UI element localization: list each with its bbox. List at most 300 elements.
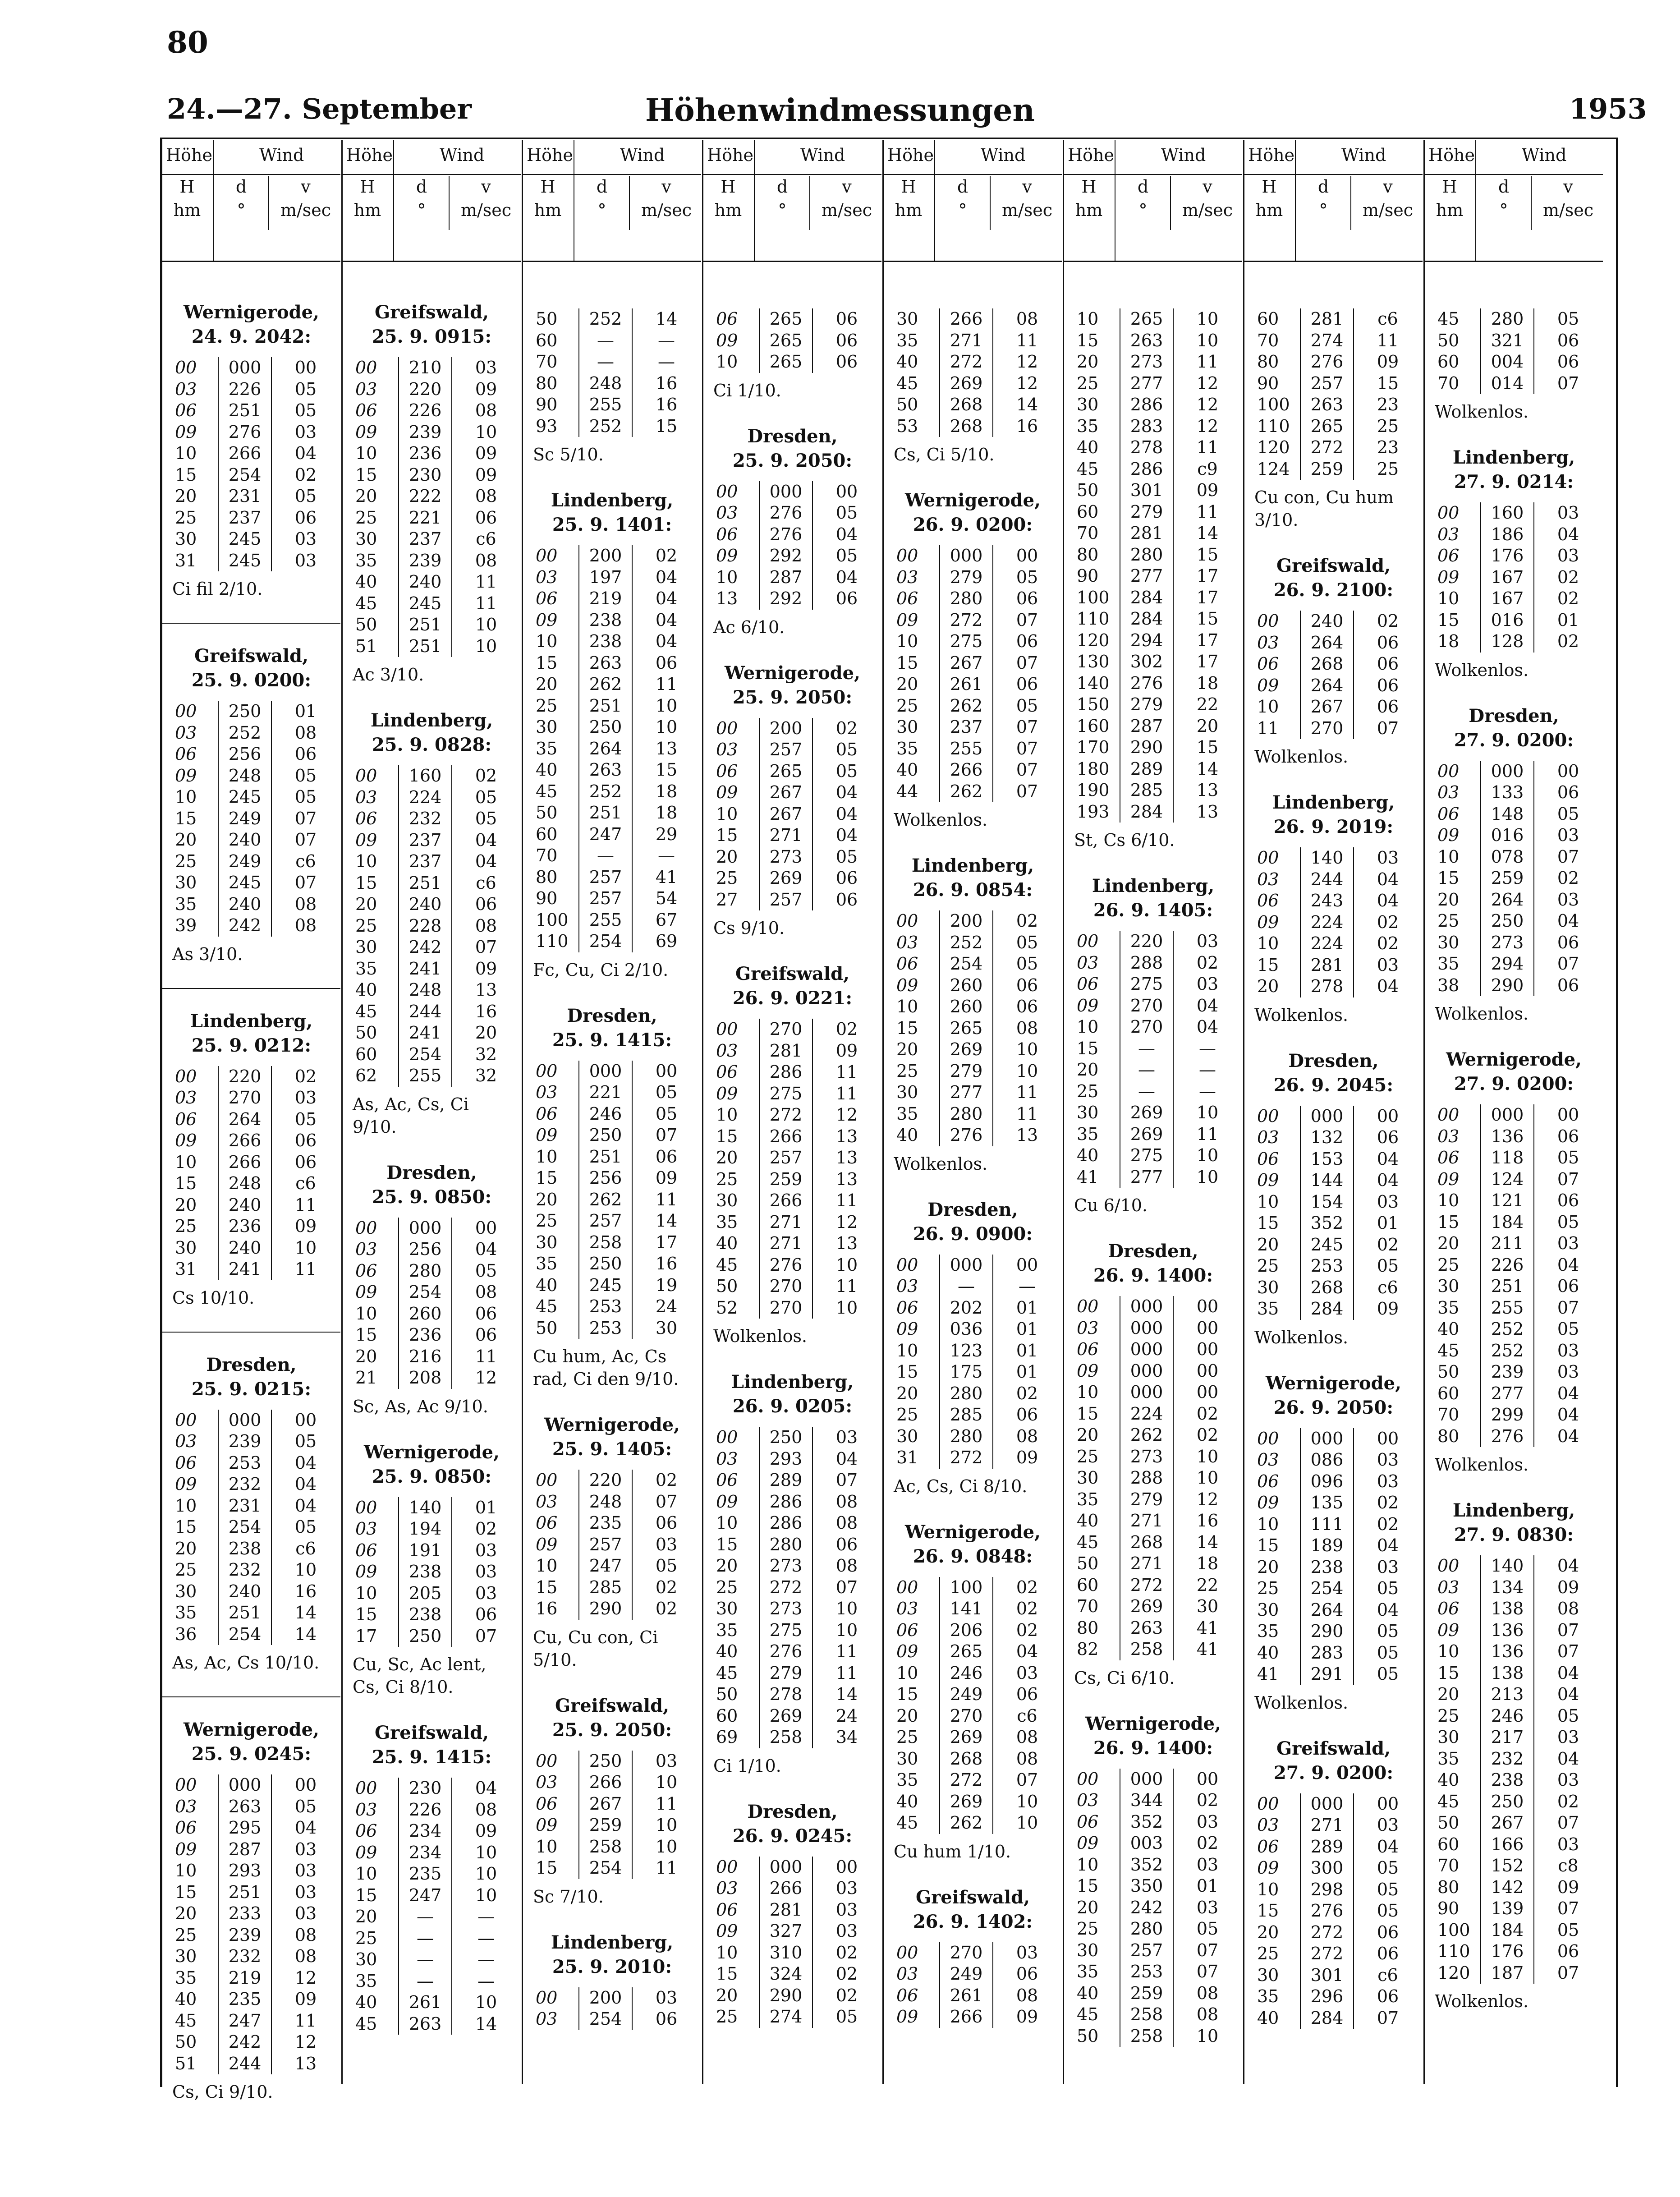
height-cell: 00	[536, 1470, 558, 1490]
direction-cell: 264	[1480, 889, 1534, 911]
data-table	[175, 1410, 340, 1645]
station-name: Dresden,	[567, 1005, 657, 1026]
speed-cell: 00	[1377, 1428, 1399, 1448]
height-cell: 20	[355, 894, 377, 914]
direction-cell: 254	[398, 1282, 452, 1303]
speed-cell: 54	[655, 888, 678, 908]
data-table	[1257, 611, 1423, 739]
ms-label: m/sec	[1362, 200, 1414, 220]
direction-cell: 324	[759, 1963, 813, 1985]
direction-cell: 000	[1120, 1382, 1174, 1403]
cloud-note: Sc, As, Ac 9/10.	[353, 1396, 488, 1416]
speed-cell: 02	[1196, 1425, 1219, 1445]
speed-cell: 06	[1557, 1276, 1579, 1296]
station-block	[1064, 1712, 1242, 2047]
column-header	[1425, 140, 1603, 262]
data-table	[1437, 502, 1603, 653]
speed-cell: 32	[475, 1044, 497, 1064]
height-cell: 09	[355, 1842, 377, 1862]
height-cell: 50	[716, 1276, 738, 1296]
direction-cell: 238	[398, 1604, 452, 1626]
speed-cell: 10	[835, 1255, 858, 1275]
height-cell: 00	[1077, 1769, 1099, 1789]
height-cell: 06	[716, 1899, 738, 1920]
direction-cell: 096	[1300, 1471, 1354, 1493]
cloud-note: Cs 9/10.	[713, 918, 785, 938]
height-cell: 03	[716, 1040, 738, 1061]
speed-cell: 17	[1196, 587, 1219, 607]
speed-cell: 09	[655, 1168, 678, 1188]
height-cell: 09	[1077, 995, 1099, 1016]
speed-cell: 16	[1016, 416, 1038, 436]
height-cell: 45	[1077, 459, 1099, 479]
v-label: v	[481, 177, 491, 197]
cloud-note: Wolkenlos.	[894, 810, 988, 830]
speed-cell: 04	[475, 1239, 497, 1259]
direction-cell: 249	[939, 1684, 993, 1705]
speed-cell: 04	[835, 782, 858, 802]
hoehe-label: Höhe	[1068, 145, 1114, 165]
station-block	[523, 1930, 701, 2030]
height-cell: 00	[1437, 1556, 1460, 1576]
direction-cell: 287	[759, 567, 813, 588]
direction-cell: 230	[398, 464, 452, 486]
height-cell: 03	[1257, 869, 1279, 889]
direction-cell: 136	[1480, 1126, 1534, 1148]
station-time: 26. 9. 0848:	[913, 1545, 1033, 1567]
height-cell: 03	[1257, 1450, 1279, 1470]
direction-cell: 220	[398, 379, 452, 400]
direction-cell: 237	[398, 851, 452, 873]
direction-cell: 148	[1480, 804, 1534, 825]
speed-cell: 00	[655, 1061, 678, 1081]
direction-cell: 266	[759, 1126, 813, 1148]
height-cell: 30	[896, 309, 918, 329]
speed-cell: 17	[1196, 630, 1219, 650]
direction-cell: 100	[939, 1577, 993, 1599]
height-cell: 20	[1257, 1234, 1279, 1255]
speed-cell: c6	[295, 1173, 316, 1193]
speed-cell: 12	[835, 1105, 858, 1125]
height-cell: 30	[1077, 1940, 1099, 1960]
direction-cell: 220	[578, 1470, 633, 1491]
height-cell: 00	[175, 1775, 197, 1795]
speed-cell: 02	[1196, 1790, 1219, 1810]
height-cell: 70	[1257, 330, 1279, 350]
speed-cell: 04	[475, 851, 497, 871]
height-cell: 06	[536, 1793, 558, 1814]
speed-cell: 04	[835, 567, 858, 587]
direction-cell: 263	[578, 653, 633, 674]
speed-cell: 01	[1016, 1340, 1038, 1360]
height-cell: 00	[1077, 1296, 1099, 1316]
speed-cell: 07	[1016, 610, 1038, 630]
cloud-note: Cs, Ci 9/10.	[172, 2082, 273, 2102]
column-body	[343, 262, 521, 2035]
direction-cell: 000	[218, 1774, 272, 1796]
direction-cell: 003	[1120, 1833, 1174, 1854]
speed-cell: 03	[475, 1583, 497, 1603]
height-cell: 30	[175, 1946, 197, 1966]
height-cell: 50	[536, 309, 558, 329]
height-cell: 40	[1437, 1319, 1460, 1339]
speed-cell: 03	[475, 1540, 497, 1560]
height-cell: 31	[896, 1448, 918, 1467]
height-cell: 30	[536, 1232, 558, 1252]
direction-cell: 272	[759, 1577, 813, 1599]
speed-cell: 05	[1557, 1705, 1579, 1726]
header-divider	[1295, 140, 1296, 261]
height-cell: 20	[1437, 889, 1460, 910]
speed-cell: 11	[835, 1663, 858, 1683]
station-name: Wernigerode,	[184, 1719, 319, 1740]
speed-cell: 07	[1557, 373, 1579, 393]
speed-cell: 03	[294, 422, 317, 442]
direction-cell: 000	[218, 1410, 272, 1431]
height-cell: 45	[355, 593, 377, 613]
direction-cell: 266	[218, 1152, 272, 1173]
speed-cell: 05	[1016, 954, 1038, 974]
height-cell: 60	[716, 1705, 738, 1726]
direction-cell: 352	[1300, 1213, 1354, 1234]
d-label: d	[957, 177, 969, 197]
height-cell: 06	[1077, 974, 1099, 994]
speed-cell: 10	[655, 717, 678, 737]
degree-label: °	[1319, 200, 1328, 220]
height-cell: 00	[1257, 1793, 1279, 1814]
direction-cell: 242	[218, 2032, 272, 2053]
cloud-note: Sc 7/10.	[533, 1886, 604, 1907]
direction-cell: 086	[1300, 1449, 1354, 1471]
height-cell: 15	[1257, 955, 1279, 975]
station-time: 26. 9. 0854:	[913, 879, 1033, 901]
direction-cell: 240	[1300, 611, 1354, 632]
speed-cell: 08	[1016, 1727, 1038, 1747]
speed-cell: 07	[1557, 1641, 1579, 1661]
column-8	[1425, 140, 1603, 2035]
speed-cell: 23	[1377, 437, 1399, 457]
height-cell: 50	[1077, 480, 1099, 500]
height-cell: 03	[716, 1448, 738, 1469]
height-cell: 18	[1437, 631, 1460, 651]
station-time: 27. 9. 0830:	[1454, 1524, 1574, 1545]
column-divider	[702, 140, 703, 2084]
station-block	[703, 661, 881, 940]
height-cell: 06	[355, 809, 377, 828]
height-cell: 140	[1077, 673, 1110, 693]
direction-cell: 259	[759, 1169, 813, 1190]
direction-cell: 220	[1120, 931, 1174, 952]
speed-cell: 03	[1557, 1233, 1579, 1253]
speed-cell: 07	[475, 1626, 497, 1646]
height-cell: 35	[1077, 1124, 1099, 1144]
speed-cell: 05	[1557, 1319, 1579, 1339]
direction-cell: 293	[218, 1860, 272, 1882]
speed-cell: 16	[655, 395, 678, 414]
direction-cell: 266	[759, 1878, 813, 1899]
speed-cell: 02	[655, 546, 678, 565]
cloud-note: As, Ac, Cs, Ci 9/10.	[353, 1094, 469, 1137]
direction-cell: 246	[1480, 1705, 1534, 1727]
height-cell: 40	[175, 1989, 197, 2009]
station-block	[703, 1800, 881, 2028]
direction-cell: 275	[1120, 1145, 1174, 1167]
direction-cell: 268	[939, 1748, 993, 1770]
height-cell: 06	[716, 309, 738, 329]
speed-cell: 07	[1196, 1962, 1219, 1981]
data-table	[1257, 1428, 1423, 1685]
direction-cell: 000	[1480, 761, 1534, 782]
speed-cell: 09	[475, 379, 497, 399]
height-cell: 15	[536, 653, 558, 673]
height-cell: 51	[175, 2053, 197, 2073]
direction-cell: 284	[1300, 2008, 1354, 2029]
direction-cell: 277	[1120, 1167, 1174, 1188]
direction-cell: 270	[1120, 1016, 1174, 1038]
height-cell: 10	[355, 1583, 377, 1603]
column-5	[884, 140, 1062, 2050]
speed-cell: 13	[475, 980, 497, 1000]
height-cell: 06	[896, 1985, 918, 2005]
speed-cell: 07	[835, 1577, 858, 1597]
direction-cell: 247	[578, 824, 633, 846]
direction-cell: 276	[759, 1255, 813, 1276]
height-cell: 100	[1437, 1920, 1470, 1940]
speed-cell: 10	[1196, 2026, 1219, 2046]
height-cell: 40	[716, 1233, 738, 1253]
speed-cell: 01	[1016, 1362, 1038, 1382]
direction-cell: 265	[939, 1018, 993, 1039]
direction-cell: 284	[1120, 608, 1174, 630]
direction-cell: 258	[1120, 1639, 1174, 1660]
direction-cell: 290	[1480, 975, 1534, 997]
speed-cell: 03	[294, 1882, 317, 1902]
speed-cell: 05	[1377, 1858, 1399, 1878]
direction-cell: 000	[578, 1061, 633, 1082]
speed-cell: 10	[475, 1992, 497, 2012]
height-cell: 03	[175, 379, 197, 399]
height-cell: 50	[175, 2032, 197, 2052]
speed-cell: 02	[1377, 1514, 1399, 1534]
speed-cell: —	[1199, 1038, 1216, 1058]
height-cell: 09	[716, 330, 738, 350]
height-cell: 03	[716, 1878, 738, 1898]
speed-cell: 11	[835, 1190, 858, 1210]
station-block	[162, 300, 340, 600]
speed-cell: 06	[835, 330, 858, 350]
direction-cell: 230	[398, 1778, 452, 1799]
direction-cell: 292	[759, 545, 813, 567]
direction-cell: 278	[1120, 437, 1174, 459]
station-block	[1425, 1498, 1603, 2013]
speed-cell: 05	[1557, 1920, 1579, 1940]
column-divider	[882, 140, 884, 2084]
direction-cell: 270	[1120, 995, 1174, 1017]
speed-cell: 05	[1557, 309, 1579, 329]
station-block	[343, 1721, 521, 2035]
height-cell: 09	[716, 782, 738, 802]
direction-cell: 252	[1480, 1340, 1534, 1362]
v-label: v	[661, 177, 671, 197]
height-cell: 10	[1257, 1191, 1279, 1212]
height-cell: 03	[355, 1239, 377, 1259]
height-cell: 41	[1077, 1167, 1099, 1187]
d-label: d	[416, 177, 427, 197]
speed-cell: 04	[475, 830, 497, 850]
height-cell: 09	[896, 1319, 918, 1339]
height-cell: 40	[716, 1641, 738, 1661]
direction-cell: 136	[1480, 1641, 1534, 1663]
h-label: H	[1081, 177, 1097, 197]
direction-cell: 240	[218, 1195, 272, 1216]
direction-cell: 276	[759, 524, 813, 546]
height-cell: 15	[1437, 1663, 1460, 1683]
direction-cell: 267	[1480, 1812, 1534, 1834]
height-cell: 30	[175, 529, 197, 549]
speed-cell: 04	[1377, 1149, 1399, 1169]
height-cell: 10	[175, 787, 197, 807]
speed-cell: 00	[1016, 1255, 1038, 1275]
station-block	[1244, 1049, 1423, 1349]
speed-cell: 06	[1016, 975, 1038, 995]
direction-cell: 269	[1120, 1102, 1174, 1124]
speed-cell: 03	[1557, 1340, 1579, 1360]
height-cell: 06	[355, 1821, 377, 1841]
station-block	[523, 488, 701, 981]
height-cell: 15	[716, 825, 738, 845]
direction-cell: 273	[1480, 932, 1534, 954]
direction-cell: 263	[1120, 330, 1174, 352]
direction-cell: 327	[759, 1921, 813, 1942]
speed-cell: 05	[1557, 1212, 1579, 1232]
speed-cell: 01	[294, 701, 317, 721]
height-cell: 110	[1437, 1941, 1470, 1961]
speed-cell: 04	[1377, 1836, 1399, 1857]
data-table	[1257, 1106, 1423, 1320]
speed-cell: 06	[1016, 588, 1038, 608]
direction-cell: 264	[1300, 632, 1354, 654]
direction-cell: 222	[398, 486, 452, 507]
station-name: Dresden,	[927, 1199, 1018, 1220]
direction-cell: 258	[1120, 2004, 1174, 2026]
direction-cell: 279	[1120, 1489, 1174, 1511]
direction-cell: 281	[759, 1040, 813, 1062]
speed-cell: 07	[1196, 1940, 1219, 1960]
height-cell: 45	[716, 1663, 738, 1683]
direction-cell: 219	[218, 1967, 272, 1989]
speed-cell: 10	[1016, 1813, 1038, 1833]
height-cell: 40	[1257, 2008, 1279, 2028]
station-block	[1244, 1737, 1423, 2029]
speed-cell: 11	[1016, 330, 1038, 350]
direction-cell: 276	[1120, 673, 1174, 694]
height-cell: 20	[716, 846, 738, 867]
height-cell: 40	[1257, 1642, 1279, 1663]
height-cell: 20	[1077, 1897, 1099, 1917]
column-3	[523, 140, 701, 2053]
speed-cell: 05	[294, 787, 317, 807]
height-cell: 25	[355, 915, 377, 936]
height-cell: 00	[716, 481, 738, 501]
speed-cell: 11	[655, 674, 678, 694]
speed-cell: 20	[475, 1023, 497, 1043]
speed-cell: 08	[1016, 309, 1038, 329]
speed-cell: 02	[655, 1577, 678, 1597]
speed-cell: c8	[1558, 1856, 1579, 1875]
hoehe-label: Höhe	[346, 145, 393, 165]
station-name: Wernigerode,	[544, 1414, 680, 1435]
height-cell: 06	[896, 954, 918, 974]
speed-cell: c9	[1197, 459, 1218, 479]
direction-cell: 283	[1120, 416, 1174, 437]
header-divider	[393, 140, 394, 261]
data-table	[1257, 1793, 1423, 2029]
direction-cell: 262	[939, 1812, 993, 1834]
height-cell: 21	[355, 1368, 377, 1388]
height-cell: 06	[896, 1620, 918, 1640]
height-cell: 93	[536, 416, 558, 436]
data-table	[536, 1751, 701, 1879]
direction-cell: 235	[218, 1989, 272, 2010]
speed-cell: 06	[294, 1131, 317, 1150]
header-divider	[1170, 176, 1171, 230]
height-cell: 40	[1077, 1983, 1099, 2003]
height-cell: 40	[896, 1125, 918, 1145]
station-name: Wernigerode,	[725, 662, 860, 684]
height-cell: 35	[175, 1967, 197, 1988]
height-cell: 60	[536, 330, 558, 350]
cloud-note: Wolkenlos.	[1254, 747, 1349, 767]
speed-cell: 06	[1377, 697, 1399, 717]
ms-label: m/sec	[460, 200, 512, 220]
height-cell: 06	[896, 1297, 918, 1318]
height-cell: 00	[896, 546, 918, 565]
height-cell: 25	[1077, 1081, 1099, 1101]
direction-cell: 350	[1120, 1875, 1174, 1897]
v-label: v	[842, 177, 852, 197]
direction-cell: 273	[759, 1598, 813, 1620]
direction-cell: 280	[1120, 1918, 1174, 1940]
direction-cell: 238	[218, 1538, 272, 1560]
speed-cell: 13	[655, 738, 678, 758]
speed-cell: 30	[655, 1318, 678, 1338]
height-cell: 50	[1437, 1362, 1460, 1382]
speed-cell: 04	[1557, 1383, 1579, 1403]
direction-cell: 269	[1120, 1596, 1174, 1618]
height-cell: 25	[716, 1169, 738, 1189]
cloud-note: Wolkenlos.	[1435, 1991, 1529, 2011]
speed-cell: —	[477, 1971, 495, 1991]
direction-cell: 276	[1480, 1426, 1534, 1448]
station-block	[343, 708, 521, 1138]
height-cell: 00	[175, 1066, 197, 1086]
speed-cell: 08	[1016, 1018, 1038, 1038]
direction-cell: 232	[218, 1559, 272, 1581]
height-cell: 25	[896, 1061, 918, 1081]
height-cell: 35	[355, 550, 377, 570]
direction-cell: 175	[939, 1361, 993, 1383]
height-cell: 15	[1077, 1876, 1099, 1896]
column-body	[523, 262, 701, 2030]
h-label: H	[360, 177, 375, 197]
speed-cell: 11	[835, 1062, 858, 1082]
speed-cell: 32	[475, 1066, 497, 1085]
direction-cell: 219	[578, 588, 633, 610]
station-name: Lindenberg,	[370, 710, 493, 731]
speed-cell: 06	[1377, 1127, 1399, 1147]
direction-cell: 285	[1120, 780, 1174, 801]
speed-cell: 24	[835, 1705, 858, 1726]
